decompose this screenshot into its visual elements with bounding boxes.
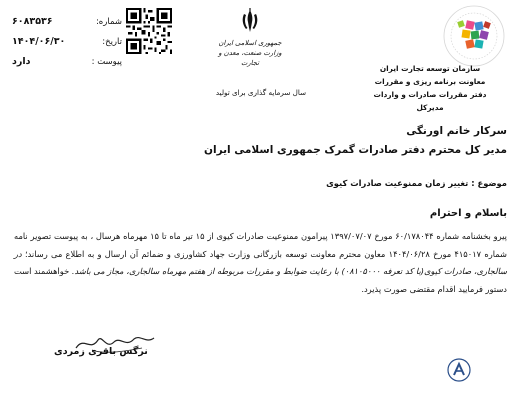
- letter-attachment-label: پیوست :: [91, 57, 122, 67]
- letter-number-row: [12, 12, 122, 32]
- letter-subject: موضوع : تغییر زمان ممنوعیت صادرات کیوی: [326, 178, 507, 188]
- organization-block: [356, 62, 504, 114]
- letter-attachment-row: [12, 52, 122, 72]
- org-title: مدیرکل: [416, 103, 444, 112]
- letter-date-row: [12, 32, 122, 52]
- letter-number-label: شماره:: [95, 17, 122, 27]
- qr-code-icon: [126, 8, 172, 54]
- trade-promotion-logo-icon: [442, 4, 506, 68]
- greeting: باسلام و احترام: [429, 208, 507, 219]
- recipient-block: [17, 122, 507, 160]
- recipient-name: سرکار خانم اورنگی: [406, 125, 507, 137]
- body-text-part3: خواهشمند است دستور فرمایید اقدام مقتضی صورت پذیرد.: [14, 266, 507, 294]
- body-text-italic: در سالجاری، صادرات کیوی(با کد تعرفه ۰۸۱۰۵۰۰۰) با رعایت ضوابط و مقررات مربوطه از هفتم مهرماه سالجاری، مجاز می باشد.: [14, 248, 507, 276]
- letter-meta: [12, 12, 122, 72]
- letter-date-label: تاریخ:: [102, 37, 122, 47]
- signer-name: نرگس باقری زمردی: [54, 346, 148, 357]
- iran-emblem-icon: [239, 8, 261, 34]
- body-text-part1: پیرو بخشنامه شماره ۶۰/۱۷۸۰۴۴ مورخ ۱۳۹۷/۰۷/۰۷ پیرامون ممنوعیت صادرات کیوی از ۱۵ تیر ماه تا ۱۵ مهرماه هرسال ، به پیوست تصویر نامه شماره ۴۱۵۰۱۷ مورخ ۱۴۰۴/۰۶/۲۸ معاون محترم معاونت توسعه بازرگانی وزارت جهاد کشاورزی و ضمائم آن ارسال و به اطلاع می رساند؛: [14, 231, 507, 259]
- government-header: [212, 8, 288, 68]
- year-slogan: سال سرمایه گذاری برای تولید: [215, 88, 307, 97]
- gov-name-line: جمهوری اسلامی ایران: [218, 39, 282, 47]
- letter-number-value: ۶۰۸۳۵۳۶: [12, 16, 53, 27]
- ministry-name-line: وزارت صنعت، معدن و تجارت: [218, 49, 282, 67]
- letter-attachment-value: دارد: [12, 56, 31, 67]
- letter-date-value: ۱۴۰۴/۰۶/۳۰: [12, 36, 66, 47]
- org-deputy: معاونت برنامه ریزی و مقررات: [374, 77, 486, 86]
- recipient-title: مدیر کل محترم دفتر صادرات گمرک جمهوری اسلامی ایران: [204, 144, 507, 156]
- org-office: دفتر مقررات صادرات و واردات: [373, 90, 487, 99]
- letter-body: [14, 228, 507, 298]
- organization-mark-icon: [447, 358, 471, 382]
- org-name: سازمان توسعه تجارت ایران: [379, 64, 481, 73]
